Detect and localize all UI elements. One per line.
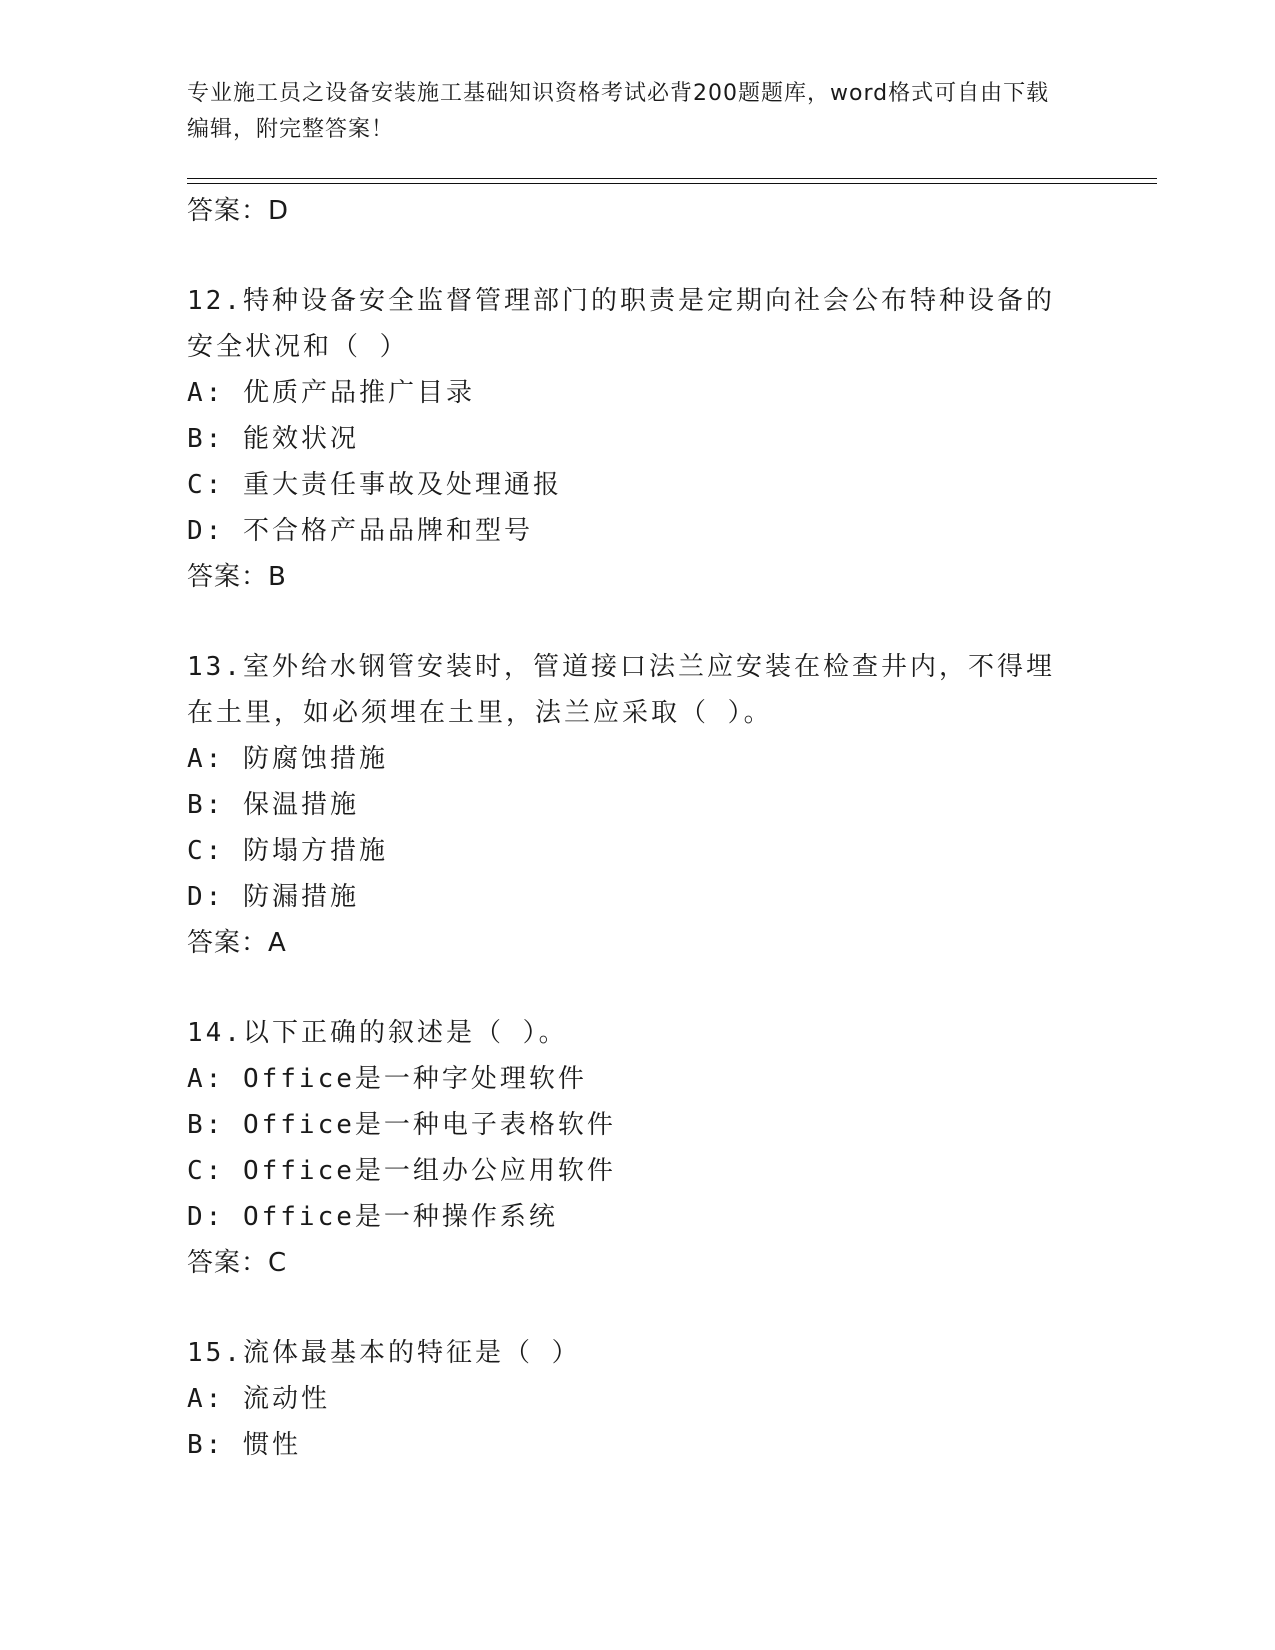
option-b: B: 保温措施 [187, 790, 359, 820]
option-d: D: Office是一种操作系统 [187, 1202, 558, 1232]
option-c: C: 防塌方措施 [187, 836, 388, 866]
header-rule-top [187, 178, 1157, 179]
option-a: A: 流动性 [187, 1384, 330, 1414]
option-b: B: 惯性 [187, 1430, 301, 1460]
question-text: 13.室外给水钢管安装时，管道接口法兰应安装在检查井内，不得埋在土里，如必须埋在土里，法兰应采取（ ）。 [187, 652, 1055, 728]
option-b: B: 能效状况 [187, 424, 359, 454]
question-text: 14.以下正确的叙述是（ ）。 [187, 1018, 568, 1048]
document-intro: 专业施工员之设备安装施工基础知识资格考试必背200题题库，word格式可自由下载编辑，附完整答案！ [187, 81, 1050, 142]
question-13 [187, 644, 1087, 966]
option-a: A: Office是一种字处理软件 [187, 1064, 587, 1094]
header-rule-bottom [187, 183, 1157, 184]
answer-line: 答案：B [187, 562, 287, 592]
question-list [187, 188, 1087, 1468]
option-c: C: Office是一组办公应用软件 [187, 1156, 616, 1186]
question-14 [187, 1010, 1087, 1286]
answer-line: 答案：C [187, 1248, 288, 1278]
option-a: A: 优质产品推广目录 [187, 378, 475, 408]
option-c: C: 重大责任事故及处理通报 [187, 470, 562, 500]
question-text: 12.特种设备安全监督管理部门的职责是定期向社会公布特种设备的安全状况和（ ） [187, 286, 1055, 362]
question-12 [187, 278, 1087, 600]
option-d: D: 防漏措施 [187, 882, 359, 912]
question-text: 15.流体最基本的特征是（ ） [187, 1338, 581, 1368]
option-d: D: 不合格产品品牌和型号 [187, 516, 533, 546]
question-15 [187, 1330, 1087, 1468]
answer-line: 答案：D [187, 196, 290, 226]
option-a: A: 防腐蚀措施 [187, 744, 388, 774]
answer-line: 答案：A [187, 928, 287, 958]
option-b: B: Office是一种电子表格软件 [187, 1110, 616, 1140]
